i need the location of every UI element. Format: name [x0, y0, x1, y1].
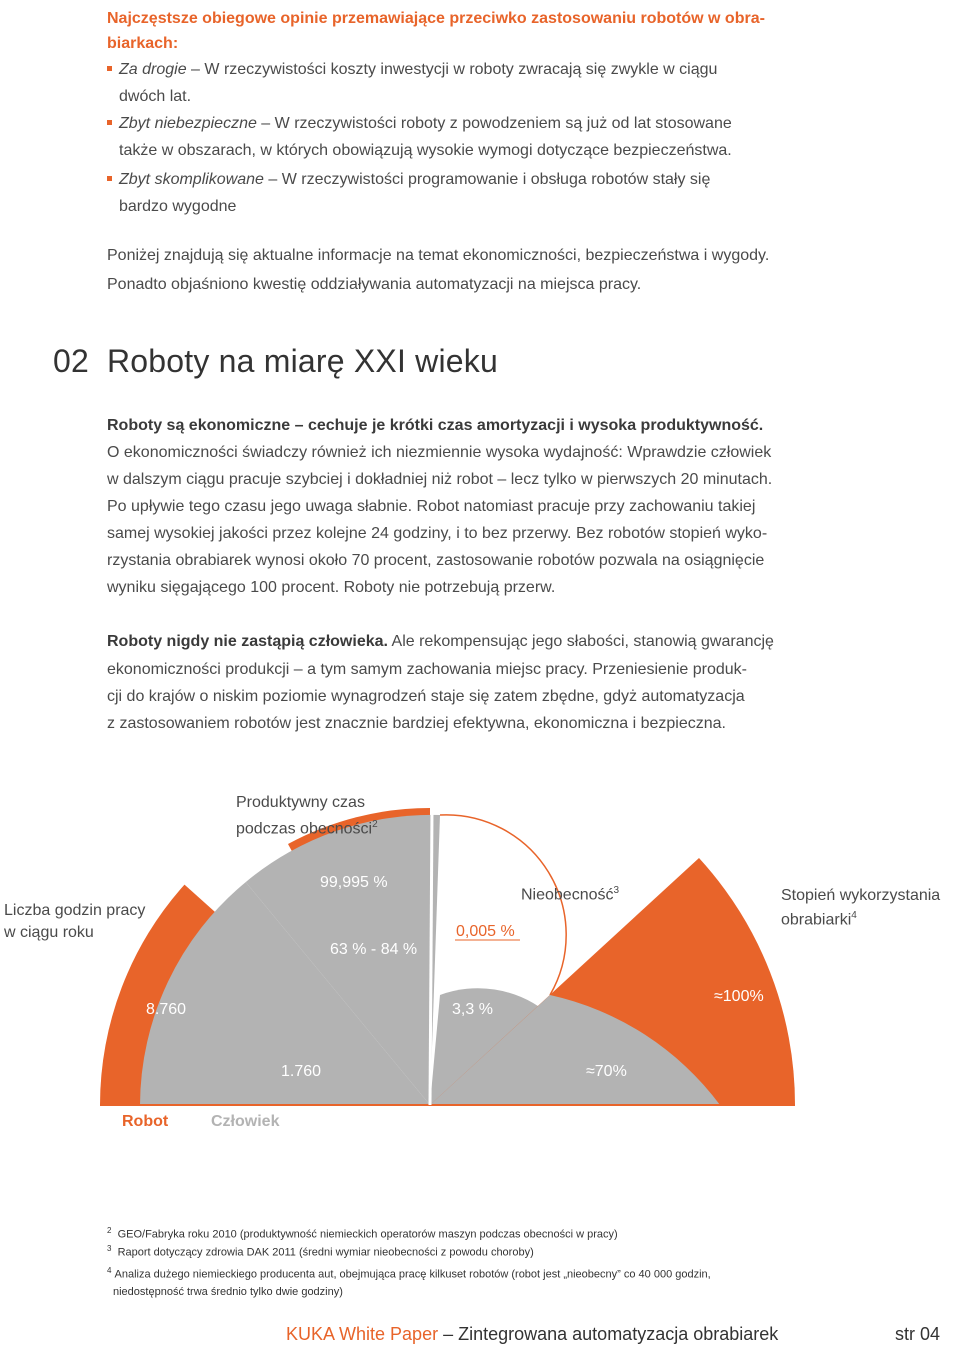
footer-brand: KUKA White Paper: [286, 1324, 439, 1344]
value-human-utilization: ≈70%: [586, 1063, 627, 1080]
legend-human: Człowiek: [211, 1113, 280, 1130]
robot-vs-human-diagram: [0, 780, 960, 1120]
separator-line: [430, 810, 432, 1105]
bullet-square-icon: [107, 66, 112, 71]
section-p1-line: Po upływie tego czasu jego uwaga słabnie. Robot natomiast pracuje przy zachowaniu takiej: [107, 498, 756, 515]
bullet-lead: Zbyt niebezpieczne: [119, 115, 257, 132]
bullet-lead: Zbyt skomplikowane: [119, 171, 264, 188]
footer-doc-title: Zintegrowana automatyzacja obrabiarek: [458, 1324, 779, 1344]
intro-paragraph-line1: Poniżej znajdują się aktualne informacje na temat ekonomiczności, bezpieczeństwa i wygody.: [107, 247, 770, 264]
value-human-productive: 63 % - 84 %: [330, 941, 418, 958]
value-robot-hours: 8.760: [146, 1001, 187, 1018]
section-p2-line: cji do krajów o niskim poziomie wynagrodzeń staje się zatem zbędne, gdyż automatyzacja: [107, 688, 745, 705]
section-p2-lead: Roboty nigdy nie zastąpią człowieka.: [107, 633, 388, 650]
label-absence: Nieobecność$^3$: [521, 885, 620, 904]
value-human-absence: 3,3 %: [452, 1001, 493, 1018]
bullet-item-too-complicated: Zbyt skomplikowane – W rzeczywistości programowanie i obsługa robotów stały się bardzo wygodne: [107, 166, 867, 220]
bullet-lead: Za drogie: [119, 61, 187, 78]
section-number: 02: [53, 343, 89, 379]
section-p1-line: rzystania obrabiarek wynosi około 70 procent, zastosowanie robotów pozwala na osiągnięcie: [107, 552, 765, 569]
label-utilization: Stopień wykorzystania obrabiarki$^4$: [781, 887, 941, 929]
footnote-3: $^3$ Raport dotyczący zdrowia DAK 2011 (średni wymiar nieobecności z powodu choroby): [107, 1244, 534, 1259]
intro-paragraph-line2: Ponadto objaśniono kwestię oddziaływania automatyzacji na miejsca pracy.: [107, 276, 642, 293]
footer-title: KUKA White Paper – Zintegrowana automatyzacja obrabiarek: [286, 1324, 779, 1344]
section-p1-lead: Roboty są ekonomiczne – cechuje je krótki czas amortyzacji i wysoka produktywność.: [107, 417, 764, 434]
section-title: Roboty na miarę XXI wieku: [107, 343, 498, 379]
bullet-item-too-expensive: Za drogie – W rzeczywistości koszty inwestycji w roboty zwracają się zwykle w ciągu dwóch lat.: [107, 56, 867, 110]
section-p1-line: O ekonomiczności świadczy również ich niezmiennie wysoka wydajność: Wprawdzie człowiek: [107, 444, 772, 461]
value-robot-productive: 99,995 %: [320, 874, 388, 891]
bullet-text: W rzeczywistości koszty inwestycji w roboty zwracają się zwykle w ciągu: [204, 61, 718, 78]
value-robot-utilization: ≈100%: [714, 988, 764, 1005]
bullet-list: [107, 56, 867, 220]
footnote-4: $^4$ Analiza dużego niemieckiego producenta aut, obejmująca pracę kilkuset robotów (robot jest „nieobecny” co 40 000 godzin, niedostępność trwa średnio tylko dwie godziny): [107, 1266, 711, 1298]
bullet-text-cont: dwóch lat.: [119, 88, 192, 105]
section-p1-line: w dalszym ciągu pracuje szybciej i dokładniej niż robot – lecz tylko w pierwszych 20 minutach.: [107, 471, 773, 488]
bullet-text: W rzeczywistości programowanie i obsługa robotów stały się: [281, 171, 711, 188]
bullet-text-cont: także w obszarach, w których obowiązują wysokie wymogi dotyczące bezpieczeństwa.: [119, 142, 732, 159]
bullet-text: W rzeczywistości roboty z powodzeniem są już od lat stosowane: [274, 115, 732, 132]
section-p2-line: ekonomiczności produkcji – a tym samym zachowania miejsc pracy. Przeniesienie produk-: [107, 661, 747, 678]
intro-heading-line1: Najczęstsze obiegowe opinie przemawiające przeciwko zastosowaniu robotów w obra-: [107, 10, 765, 27]
bullet-text-cont: bardzo wygodne: [119, 198, 237, 215]
intro-heading-line2: biarkach:: [107, 35, 179, 52]
section-p1-line: wyniku sięgającego 100 procent. Roboty nie potrzebują przerw.: [107, 579, 556, 596]
bullet-item-too-dangerous: Zbyt niebezpieczne – W rzeczywistości roboty z powodzeniem są już od lat stosowane także w obszarach, w których obowiązują wysokie wymogi dotyczące bezpieczeństwa.: [107, 110, 867, 164]
footnote-2: $^2$ GEO/Fabryka roku 2010 (produktywność niemieckich operatorów maszyn podczas obecności w pracy): [107, 1226, 618, 1241]
legend-robot: Robot: [122, 1113, 169, 1130]
section-p2-first-line: Roboty nigdy nie zastąpią człowieka. Ale rekompensując jego słabości, stanowią gwarancję: [107, 633, 774, 650]
robot-absence-arc: [440, 815, 566, 995]
section-p2-line: z zastosowaniem robotów jest znacznie bardziej efektywna, ekonomiczna i bezpieczna.: [107, 715, 726, 732]
label-working-hours: Liczba godzin pracy w ciągu roku: [4, 902, 146, 941]
value-human-hours: 1.760: [281, 1063, 322, 1080]
bullet-square-icon: [107, 176, 112, 181]
intro-heading: [107, 6, 857, 56]
label-productive-time: Produktywny czas podczas obecności$^2$: [236, 794, 378, 838]
value-robot-absence: 0,005 %: [456, 923, 515, 940]
page-number: str 04: [895, 1324, 941, 1344]
bullet-square-icon: [107, 120, 112, 125]
section-p1-line: samej wysokiej jakości przez kolejne 24 godziny, i to bez przerwy. Bez robotów stopień wyko-: [107, 525, 768, 542]
